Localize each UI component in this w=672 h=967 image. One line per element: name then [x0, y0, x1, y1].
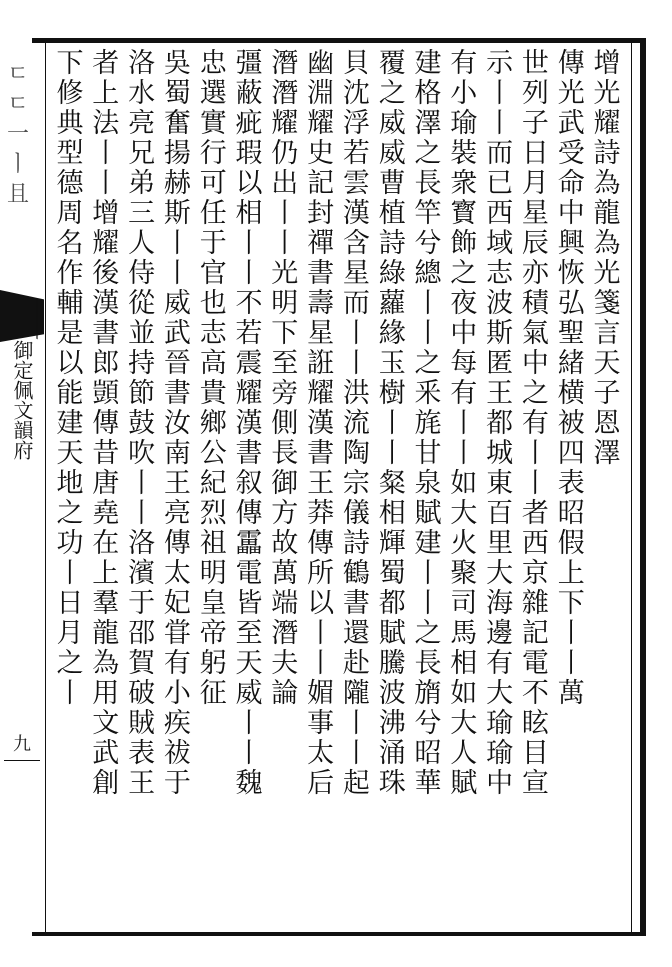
column-text: 忠選實行可任于官也志高貴鄉公紀烈祖明皇帝躬征 — [194, 48, 226, 708]
column-text: 吳蜀奮揚赫斯丨丨威武晉書汝南王亮傳太妃甞有小疾祓于 — [158, 48, 190, 798]
column-text: 貝沈浮若雲漢含星而丨丨洪流陶宗儀詩鶴書還赴隴丨丨起 — [337, 48, 369, 798]
text-column — [84, 48, 122, 798]
text-column — [155, 48, 193, 798]
column-text: 覆之威威曹植詩綠蘿緣玉樹丨丨粲相輝蜀都賦騰波沸涌珠 — [373, 48, 405, 798]
text-column — [370, 48, 408, 798]
column-text: 建格澤之長竿兮總丨丨之釆旄甘泉賦建丨丨之長旓兮昭華 — [409, 48, 441, 798]
column-text: 下修典型德周名作輔是以能建天地之功丨日月之丨 — [51, 48, 83, 708]
page-number: 九 — [13, 734, 31, 755]
column-text: 潛潛耀仍出丨丨光明下至旁側長御方故萬端潛夫論 — [266, 48, 298, 708]
text-column — [191, 48, 229, 708]
text-column — [299, 48, 337, 798]
text-column — [442, 48, 480, 798]
frame-left — [45, 43, 46, 932]
text-column — [406, 48, 444, 798]
text-column — [513, 48, 551, 798]
column-text: 增光耀詩為龍為光箋言天子恩澤 — [588, 48, 620, 468]
text-column — [478, 48, 516, 798]
spine-title: 御定佩文韻府 — [10, 340, 34, 460]
fold-mark — [14, 291, 38, 340]
prev-page-text-0: ㄷ ㄷ 一 ㅣ 且 — [6, 62, 29, 207]
column-text: 有小瑜裝衆寳飾之夜中每有丨丨如大火聚司馬相如大人賦 — [445, 48, 477, 798]
column-text: 傳光武受命中興恢弘聖緒横被四表昭假上下丨丨萬 — [552, 48, 584, 708]
column-text: 彊蔽疵瑕以相丨丨不若震耀漢書叙傳靁電皆至天威丨丨魏 — [230, 48, 262, 798]
text-column — [48, 48, 86, 708]
text-column — [549, 48, 587, 708]
column-text: 者上法丨丨增耀後漢書郎顗傳昔唐堯在上羣龍為用文武創 — [87, 48, 119, 798]
frame-bottom — [32, 932, 646, 936]
column-text: 示丨丨而已西域志波斯匿王都城東百里大海邊有大瑜瑜中 — [481, 48, 513, 798]
text-column — [263, 48, 301, 708]
column-text: 世列子日月星辰亦積氣中之有丨丨者西京雜記電不眩目宣 — [516, 48, 548, 798]
text-column — [227, 48, 265, 798]
previous-page-edge — [4, 60, 32, 300]
frame-top — [32, 38, 646, 43]
column-text: 洛水亮兄弟三人侍從並持節鼓吹丨丨洛濱于邵賀破賊表王 — [123, 48, 155, 798]
text-column — [120, 48, 158, 798]
frame-right — [640, 38, 646, 936]
frame-inner-right — [631, 43, 632, 932]
page-number-rule — [4, 760, 40, 761]
text-column — [334, 48, 372, 798]
text-column — [585, 48, 623, 468]
spine — [0, 340, 44, 460]
column-text: 幽淵耀史記封禪書壽星誑耀漢書王莽傳所以丨丨媚事太后 — [302, 48, 334, 798]
